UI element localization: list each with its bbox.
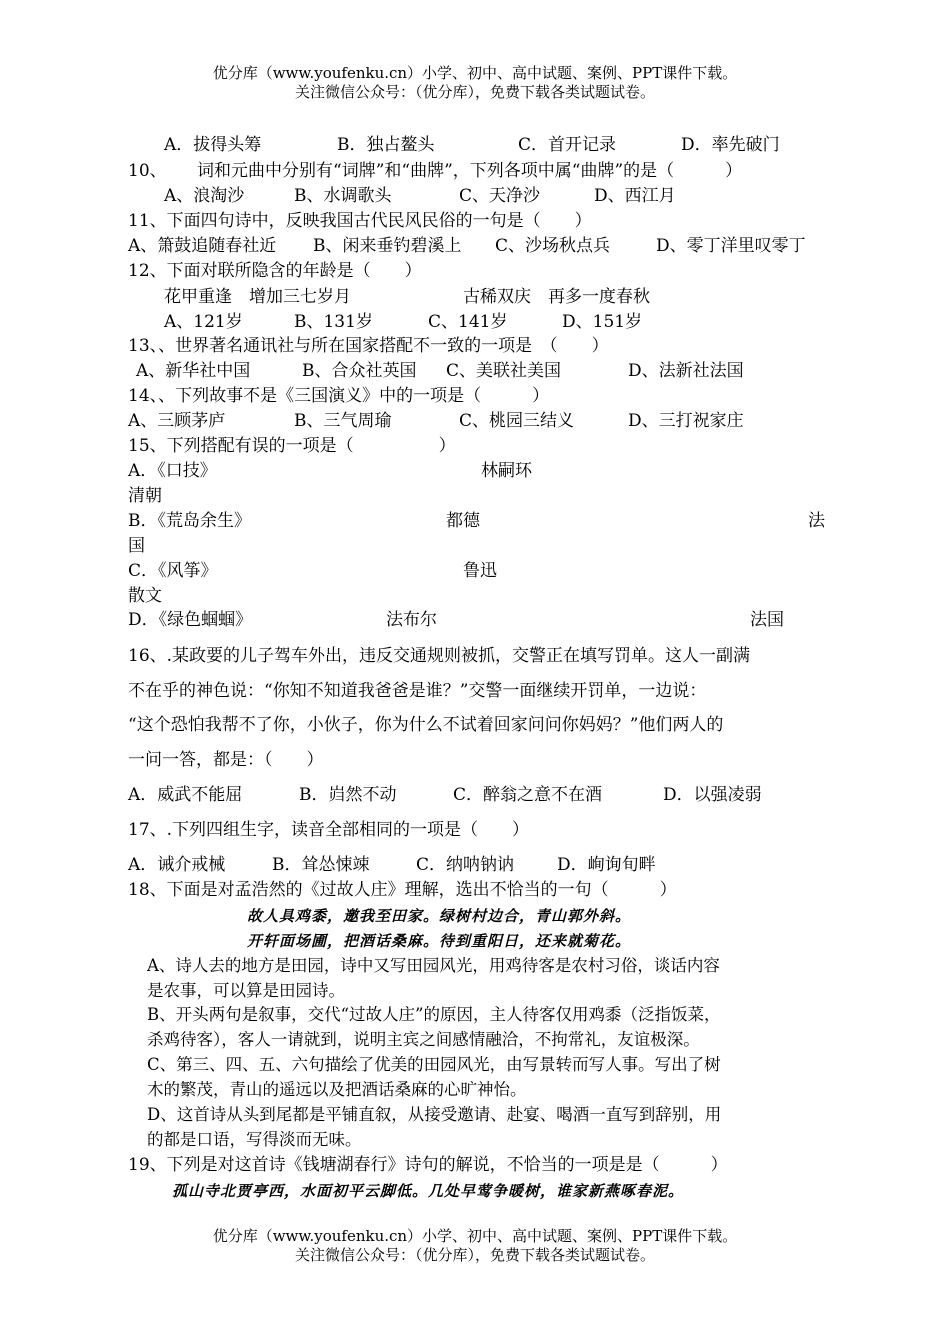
page-footer: [0, 1227, 950, 1265]
q9-option-a: A．拔得头筹: [164, 135, 262, 155]
q10-option-d: D、西江月: [594, 186, 676, 206]
q15-option-c-author: 鲁迅: [463, 561, 497, 581]
q15-option-c-title: C．《风筝》: [128, 561, 218, 581]
q14-option-b: B、三气周瑜: [294, 411, 392, 431]
footer-line-1: 优分库（www.youfenku.cn）小学、初中、高中试题、案例、PPT课件下载。: [212, 1227, 738, 1245]
q18-option-a-line-2: 是农事，可以算是田园诗。: [147, 981, 345, 1000]
q18-option-d-line-2: 的都是口语，写得淡而无味。: [147, 1130, 362, 1149]
q16-option-b: B．岿然不动: [299, 785, 397, 805]
q18-option-b-line-1: B、开头两句是叙事，交代“过故人庄”的原因，主人待客仅用鸡黍（泛指饭菜，: [147, 1005, 721, 1024]
q15-option-d-author: 法布尔: [386, 610, 437, 630]
q15-option-a-title: A．《口技》: [128, 461, 217, 481]
q18-option-b-line-2: 杀鸡待客），客人一请就到，说明主宾之间感情融洽，不拘常礼，友谊极深。: [147, 1030, 700, 1049]
footer-line-2: 关注微信公众号：（优分库），免费下载各类试题试卷。: [294, 1246, 655, 1264]
q13-option-a: A、新华社中国: [136, 361, 251, 381]
q15-option-b-author: 都德: [446, 511, 480, 531]
q15-question: 15、下列搭配有误的一项是（ ）: [128, 436, 456, 456]
q15-option-d-title: D．《绿色蝈蝈》: [128, 610, 253, 630]
q18-option-c-line-2: 木的繁茂，青山的遥远以及把酒话桑麻的心旷神怡。: [147, 1080, 527, 1099]
q13-question: 13、、世界著名通讯社与所在国家搭配不一致的一项是 （ ）: [128, 336, 609, 356]
q15-option-b-title: B．《荒岛余生》: [128, 511, 251, 531]
q12-couplet-2: 古稀双庆 再多一度春秋: [463, 287, 650, 307]
q16-option-a: A．威武不能屈: [128, 785, 243, 805]
q10-question: 词和元曲中分别有“词牌”和“曲牌”，下列各项中属“曲牌”的是（ ）: [197, 161, 743, 181]
q18-question: 18、下面是对孟浩然的《过故人庄》理解，选出不恰当的一句（ ）: [128, 880, 677, 900]
q16-line-3: “这个恐怕我帮不了你，小伙子，你为什么不试着回家问问你妈妈？”他们两人的: [128, 715, 724, 735]
q18-option-a-line-1: A、诗人去的地方是田园，诗中又写田园风光，用鸡待客是农村习俗，谈话内容: [147, 956, 720, 975]
q9-option-d: D．率先破门: [681, 135, 780, 155]
q12-option-c: C、141岁: [428, 312, 508, 332]
q19-question: 19、下列是对这首诗《钱塘湖春行》诗句的解说，不恰当的一项是是（ ）: [128, 1155, 728, 1175]
header-line-2: 关注微信公众号：（优分库），免费下载各类试题试卷。: [294, 83, 655, 101]
q11-question: 11、下面四句诗中，反映我国古代民风民俗的一句是（ ）: [128, 211, 592, 231]
q10-option-c: C、天净沙: [459, 186, 541, 206]
q18-poem-line-2: 开轩面场圃，把酒话桑麻。待到重阳日，还来就菊花。: [247, 932, 632, 950]
q11-option-c: C、沙场秋点兵: [495, 236, 611, 256]
q18-option-d-line-1: D、这首诗从头到尾都是平铺直叙，从接受邀请、赴宴、喝酒一直写到辞别，用: [147, 1105, 722, 1124]
q14-option-c: C、桃园三结义: [459, 411, 575, 431]
q17-option-d: D．峋询旬畔: [557, 855, 656, 875]
q12-option-a: A、121岁: [164, 312, 243, 332]
q11-option-d: D、零丁洋里叹零丁: [656, 236, 806, 256]
q11-option-a: A、箫鼓追随春社近: [128, 236, 277, 256]
q11-option-b: B、闲来垂钓碧溪上: [313, 236, 462, 256]
q17-option-c: C．纳呐钠讷: [416, 855, 515, 875]
q9-option-b: B．独占鳌头: [337, 135, 435, 155]
q16-option-d: D．以强凌弱: [663, 785, 762, 805]
q10-option-a: A、浪淘沙: [164, 186, 245, 206]
q16-line-1: 16、.某政要的儿子驾车外出，违反交通规则被抓，交警正在填写罚单。这人一副满: [128, 646, 751, 666]
header-line-1: 优分库（www.youfenku.cn）小学、初中、高中试题、案例、PPT课件下载。: [212, 64, 738, 82]
q17-option-b: B．耸怂悚竦: [272, 855, 370, 875]
q14-option-a: A、三顾茅庐: [128, 411, 226, 431]
q18-poem-line-1: 故人具鸡黍，邀我至田家。绿树村边合，青山郭外斜。: [247, 907, 632, 925]
q9-option-c: C．首开记录: [518, 135, 617, 155]
q13-option-b: B、合众社英国: [302, 361, 417, 381]
q15-option-b-country-2: 国: [128, 536, 145, 556]
q14-option-d: D、三打祝家庄: [628, 411, 744, 431]
q16-line-2: 不在乎的神色说：“你知不知道我爸爸是谁？”交警一面继续开罚单，一边说：: [128, 681, 707, 701]
q12-option-d: D、151岁: [562, 312, 643, 332]
q18-option-c-line-1: C、第三、四、五、六句描绘了优美的田园风光，由写景转而写人事。写出了树: [147, 1055, 721, 1074]
q17-question: 17、.下列四组生字，读音全部相同的一项是（ ）: [128, 820, 530, 840]
q12-question: 12、下面对联所隐含的年龄是（ ）: [128, 261, 422, 281]
q12-couplet-1: 花甲重逢 增加三七岁月: [164, 287, 351, 307]
q16-line-4: 一问一答，都是：（ ）: [128, 750, 324, 770]
q13-option-d: D、法新社法国: [628, 361, 744, 381]
q14-question: 14、、下列故事不是《三国演义》中的一项是（ ）: [128, 386, 550, 406]
q15-option-b-country-1: 法: [808, 511, 825, 531]
q17-option-a: A．诫介戒械: [128, 855, 226, 875]
q15-option-c-genre: 散文: [128, 586, 162, 606]
q19-poem: 孤山寺北贾亭西，水面初平云脚低。几处早莺争暖树，谁家新燕啄春泥。: [172, 1182, 685, 1200]
q15-option-d-country: 法国: [750, 610, 784, 630]
q15-option-a-author: 林嗣环: [481, 461, 532, 481]
q16-option-c: C．醉翁之意不在酒: [453, 785, 603, 805]
q13-option-c: C、美联社美国: [446, 361, 562, 381]
q12-option-b: B、131岁: [294, 312, 373, 332]
q10-option-b: B、水调歌头: [294, 186, 392, 206]
page-header: [0, 64, 950, 102]
q10-number: 10、: [128, 161, 167, 181]
q15-option-a-era: 清朝: [128, 486, 162, 506]
